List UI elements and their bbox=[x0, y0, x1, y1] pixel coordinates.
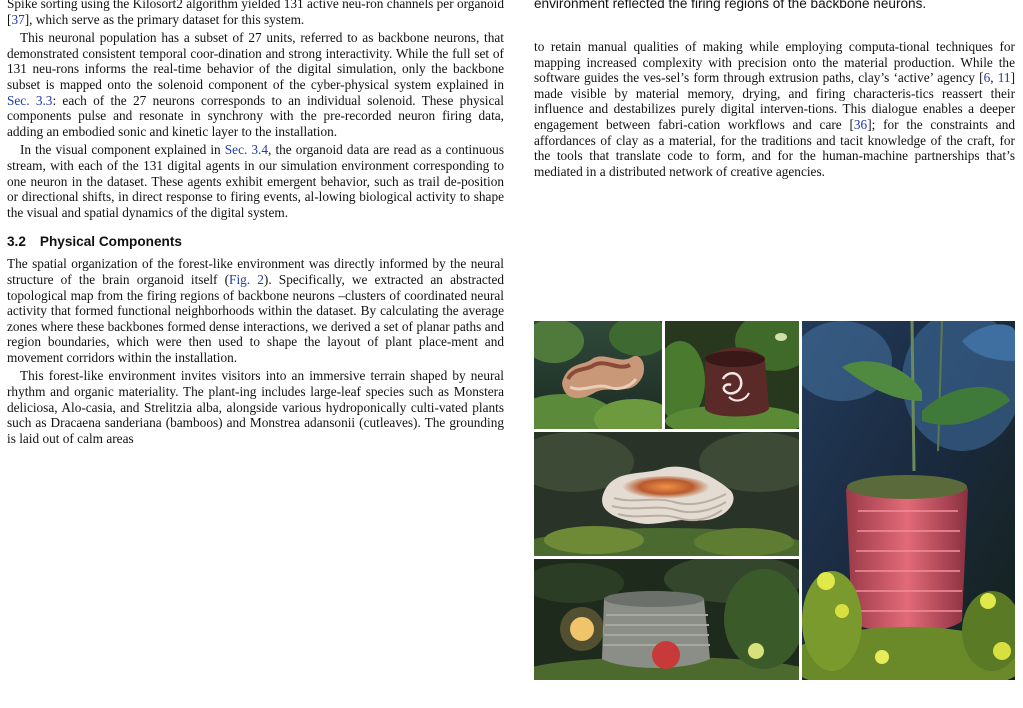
text-run: , the organoid data are read as a continuous stream, with each of the 131 digital agents in our simulation environment corresponding to one neuron in the dataset. These agents exhibit emergent behavior, such as trail de-position or directional shifts, in direct response to firing events, al-lowing biological activity to shape the visual and spatial dynamics of the digital system. bbox=[7, 142, 504, 220]
section-number: 3.2 bbox=[7, 234, 26, 250]
citation-link[interactable]: 37 bbox=[11, 11, 25, 27]
photo-textured-vessel-lights bbox=[534, 559, 799, 680]
figure-caption-fragment: environment reflected the firing regions of the backbone neurons. bbox=[534, 0, 927, 11]
section-ref-link[interactable]: Sec. 3.4 bbox=[224, 142, 269, 158]
text-run: This neuronal population has a subset of 27 units, referred to as backbone neurons, that demonstrated consistent temporal coor-dination and strong interactivity. While the full set of 131 neu-rons informs the real-time behavior of the digital simulation, only the backbone subset is mapped onto the solenoid component of the cyber-physical system explained in bbox=[7, 30, 504, 92]
paragraph-spike-sorting bbox=[7, 0, 504, 27]
photo-wavy-clay-vessel bbox=[534, 321, 662, 429]
text-run: ], which serve as the primary dataset for this system. bbox=[24, 11, 305, 27]
paragraph-visual-component bbox=[7, 142, 504, 220]
text-run: to retain manual qualities of making while employing computa-tional techniques for mapping increased complexity with precision onto the material production. While the software guides the ves-sel’s form through extrusion paths, clay’s ‘active’ agency [ bbox=[534, 39, 1015, 86]
photo-pink-vessel-plant bbox=[802, 321, 1015, 680]
figure-ref-link[interactable]: Fig. 2 bbox=[229, 271, 264, 287]
left-column bbox=[7, 0, 504, 446]
section-heading bbox=[7, 234, 504, 250]
paragraph-forest-environment bbox=[7, 368, 504, 446]
section-title: Physical Components bbox=[39, 234, 182, 250]
text-run: ). Specifically, we extracted an abstracted topological map from the firing regions of backbone neurons –clusters of coordinated neural activity that formed functional neighborhoods within the dataset. By calculating the average zones where these backbones formed dense interactions, we derived a set of planar paths and region boundaries, which were then used to shape the layout of plant place-ment and movement corridors within the installation. bbox=[7, 271, 504, 365]
paragraph-backbone-neurons bbox=[7, 30, 504, 139]
text-run: This forest-like environment invites visitors into an immersive terrain shaped by neural rhythm and organic materiality. The plant-ing includes large-leaf species such as Monstera deliciosa, Alo-casia, and Strelitzia alba, alongside various hydroponically culti-vated plants such as Dracaena sanderiana (bamboos) and Monstrea adansonii (cutleaves). The grounding is laid out of calm areas bbox=[7, 368, 504, 446]
citation-link[interactable]: 6 bbox=[983, 70, 991, 86]
text-run: , bbox=[990, 70, 998, 86]
text-run: ]; for the constraints and affordances of clay as a material, for the traditions and tacit knowledge of the craft, for the tools that translate code to form, and for the human-machine partnerships that’s mediated in a distributed network of creative agencies. bbox=[534, 116, 1015, 179]
text-run: The spatial organization of the forest-like environment was directly informed by the neural structure of the brain organoid itself ( bbox=[7, 256, 504, 287]
citation-link[interactable]: 11 bbox=[997, 70, 1011, 86]
right-column bbox=[534, 0, 1015, 179]
citation-link[interactable]: 36 bbox=[853, 116, 868, 132]
section-ref-link[interactable]: Sec. 3.3 bbox=[7, 92, 53, 108]
text-run: ] made visible by material memory, drying, and firing characteris-tics reassert their influence and destabilizes purely digital interven-tions. This dialogue enables a deeper engagement between fabri-cation workflows and care [ bbox=[534, 70, 1015, 132]
photo-ribbed-vessel-glow bbox=[534, 432, 799, 556]
text-run: : each of the 27 neurons corresponds to an individual solenoid. These physical components pulse and resonate in synchrony with the pre-recorded neuron firing data, adding an embodied sonic and kinetic layer to the installation. bbox=[7, 92, 504, 139]
paragraph-clay-agency bbox=[534, 39, 1015, 179]
text-run: In the visual component explained in bbox=[20, 142, 225, 158]
photo-dark-vessel bbox=[665, 321, 799, 429]
paragraph-spatial-organization bbox=[7, 256, 504, 365]
text-run: Spike sorting using the Kilosort2 algorithm yielded 131 active neu-ron channels per organoid [ bbox=[7, 0, 504, 27]
